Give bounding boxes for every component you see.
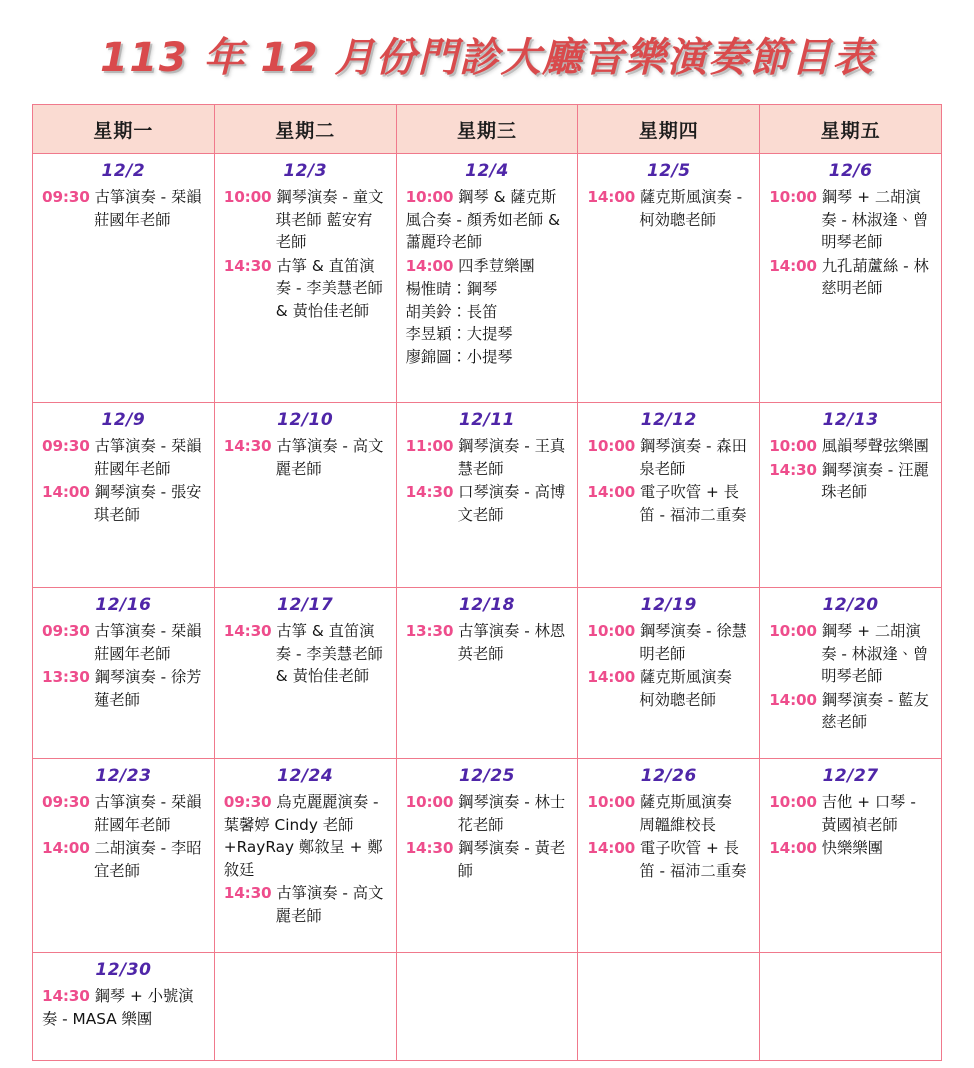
performance-entry — [406, 186, 569, 253]
performance-entry — [587, 435, 750, 480]
entry-time: 14:00 — [587, 839, 636, 858]
entry-description: 快樂樂團 — [816, 839, 883, 858]
day-cell-content — [397, 759, 578, 952]
day-date: 12/13 — [822, 410, 879, 430]
day-cell-content — [215, 759, 396, 952]
day-cell-content — [578, 759, 759, 952]
entry-time: 10:00 — [223, 188, 272, 207]
day-cell — [578, 759, 760, 953]
performance-entry — [406, 791, 569, 836]
entry-time: 14:30 — [223, 437, 272, 456]
day-cell — [578, 403, 760, 588]
day-cell — [760, 588, 942, 759]
performance-entry — [769, 255, 932, 300]
performance-entry — [42, 985, 205, 1030]
entry-time: 10:00 — [587, 437, 636, 456]
day-cell-content — [578, 953, 759, 1060]
performance-entry — [587, 186, 750, 231]
entry-description: 電子吹管 + 長笛 - 福沛二重奏 — [635, 839, 747, 880]
entry-time: 14:30 — [769, 460, 817, 479]
entry-description: 鋼琴 & 薩克斯風合奏 - 顏秀如老師 & 蕭麗玲老師 — [405, 188, 561, 252]
entry-time: 09:30 — [223, 793, 272, 812]
entry-description: 鋼琴演奏 - 藍友慈老師 — [816, 690, 929, 732]
entry-time: 13:30 — [405, 622, 454, 641]
day-cell — [214, 403, 396, 588]
performance-entry — [224, 791, 387, 881]
day-date: 12/16 — [95, 595, 152, 615]
page-title: 113 年 12 月份門診大廳音樂演奏節目表 — [100, 35, 874, 81]
day-cell — [214, 154, 396, 403]
ensemble-member: 李昱穎：大提琴 — [405, 325, 513, 344]
entry-description: 電子吹管 + 長笛 - 福沛二重奏 — [635, 483, 747, 524]
performance-entry — [587, 791, 750, 836]
week-row — [33, 759, 942, 953]
entry-description: 口琴演奏 - 高博文老師 — [453, 483, 566, 524]
day-date: 12/30 — [95, 960, 152, 980]
day-cell-content — [33, 759, 214, 952]
day-cell-content — [760, 953, 941, 1060]
schedule-table — [32, 104, 942, 1061]
performance-entry — [587, 666, 750, 711]
entry-description: 古箏演奏 - 高文麗老師 — [271, 884, 384, 925]
performance-entry — [42, 791, 205, 836]
day-cell-content — [215, 154, 396, 402]
day-cell-content — [760, 403, 941, 587]
table-body — [33, 154, 942, 1061]
performance-entry — [769, 689, 932, 734]
day-cell-content — [578, 403, 759, 587]
day-cell-content — [33, 403, 214, 587]
day-date: 12/24 — [277, 766, 334, 786]
day-cell-content — [578, 588, 759, 758]
performance-entry — [587, 837, 750, 882]
entry-time: 14:00 — [42, 483, 90, 502]
day-cell-content — [33, 154, 214, 402]
ensemble-member: 胡美鈴：長笛 — [405, 302, 498, 321]
entry-description: 薩克斯風演奏 周韞維校長 — [635, 793, 732, 834]
entry-description: 四季荳樂團 — [453, 256, 535, 275]
entry-description: 鋼琴 + 小號演奏 - MASA 樂團 — [42, 987, 194, 1028]
column-header-friday: 星期五 — [760, 105, 942, 154]
entry-description: 古箏演奏 - 林恩英老師 — [453, 622, 566, 663]
day-cell-content — [397, 154, 578, 402]
entry-time: 09:30 — [42, 622, 90, 641]
entry-time: 14:30 — [223, 256, 272, 275]
entry-time: 14:00 — [769, 256, 817, 275]
entry-time: 14:00 — [587, 668, 636, 687]
day-cell-content — [215, 588, 396, 758]
column-header-thursday: 星期四 — [578, 105, 760, 154]
empty-cell — [760, 953, 942, 1061]
week-row — [33, 953, 942, 1061]
entry-description: 古箏演奏 - 栞韻莊國年老師 — [89, 622, 202, 663]
performance-entry — [406, 255, 569, 277]
entry-time: 10:00 — [587, 622, 636, 641]
performance-entry — [224, 186, 387, 253]
entry-time: 09:30 — [42, 188, 90, 207]
day-cell-content — [215, 403, 396, 587]
entry-time: 14:30 — [42, 987, 90, 1006]
day-date: 12/25 — [458, 766, 515, 786]
day-date: 12/5 — [646, 161, 691, 181]
day-cell-content — [397, 403, 578, 587]
entry-time: 14:00 — [587, 483, 636, 502]
performance-entry — [224, 620, 387, 687]
day-cell — [33, 154, 215, 403]
entry-description: 吉他 + 口琴 - 黃國禎老師 — [816, 793, 916, 834]
performance-entry — [769, 435, 932, 457]
ensemble-member: 廖錦圖：小提琴 — [405, 347, 513, 366]
performance-entry — [769, 620, 932, 687]
entry-time: 11:00 — [405, 437, 454, 456]
performance-entry — [769, 186, 932, 253]
entry-description: 鋼琴演奏 - 張安琪老師 — [89, 483, 202, 524]
day-cell — [33, 588, 215, 759]
entry-description: 古箏演奏 - 栞韻莊國年老師 — [89, 437, 202, 478]
day-date: 12/26 — [640, 766, 697, 786]
day-cell-content — [215, 953, 396, 1060]
day-date: 12/20 — [822, 595, 879, 615]
day-date: 12/11 — [458, 410, 515, 430]
entry-time: 10:00 — [769, 622, 817, 641]
empty-cell — [578, 953, 760, 1061]
entry-description: 鋼琴演奏 - 童文琪老師 藍安宥老師 — [271, 188, 384, 252]
entry-description: 古箏 & 直笛演奏 - 李美慧老師 & 黃怡佳老師 — [271, 622, 383, 686]
day-date: 12/9 — [101, 410, 146, 430]
entry-time: 10:00 — [769, 188, 817, 207]
day-date: 12/10 — [277, 410, 334, 430]
entry-description: 鋼琴演奏 - 森田泉老師 — [635, 437, 747, 478]
entry-time: 14:00 — [769, 690, 817, 709]
day-date: 12/6 — [828, 161, 873, 181]
week-row — [33, 154, 942, 403]
performance-entry — [224, 882, 387, 927]
day-date: 12/2 — [101, 161, 146, 181]
entry-description: 九孔葫蘆絲 - 林慈明老師 — [816, 256, 929, 298]
performance-entry — [42, 666, 205, 711]
day-date: 12/27 — [822, 766, 879, 786]
entry-time: 10:00 — [405, 188, 454, 207]
entry-description: 烏克麗麗演奏 - 葉馨婷 Cindy 老師 +RayRay 鄭敘呈 + 鄭敘廷 — [223, 793, 383, 879]
entry-time: 14:00 — [587, 188, 636, 207]
performance-entry — [406, 620, 569, 665]
day-cell-content — [760, 154, 941, 402]
day-cell — [578, 588, 760, 759]
day-cell-content — [760, 588, 941, 758]
performance-entry — [406, 837, 569, 882]
day-date: 12/4 — [465, 161, 509, 181]
entry-time: 09:30 — [42, 793, 90, 812]
entry-time: 10:00 — [769, 793, 817, 812]
day-cell — [760, 403, 942, 588]
performance-entry — [769, 791, 932, 836]
performance-entry — [42, 620, 205, 665]
week-row — [33, 403, 942, 588]
day-date: 12/12 — [640, 410, 697, 430]
entry-time: 10:00 — [405, 793, 454, 812]
day-cell — [33, 953, 215, 1061]
day-date: 12/23 — [95, 766, 152, 786]
performance-entry — [769, 459, 932, 504]
column-header-monday: 星期一 — [33, 105, 215, 154]
day-cell-content — [760, 759, 941, 952]
performance-entry — [587, 481, 750, 526]
day-cell — [33, 759, 215, 953]
empty-cell — [214, 953, 396, 1061]
entry-description: 二胡演奏 - 李昭宜老師 — [89, 839, 202, 880]
day-cell — [214, 588, 396, 759]
entry-description: 鋼琴演奏 - 汪麗珠老師 — [816, 460, 929, 502]
entry-description: 鋼琴 + 二胡演奏 - 林淑逢、曾明琴老師 — [816, 622, 929, 686]
day-cell-content — [578, 154, 759, 402]
entry-description: 鋼琴演奏 - 林士花老師 — [453, 793, 566, 834]
entry-description: 薩克斯風演奏 - 柯効聰老師 — [635, 188, 743, 229]
ensemble-member: 楊惟晴：鋼琴 — [405, 280, 498, 299]
entry-time: 14:30 — [405, 483, 454, 502]
day-date: 12/19 — [640, 595, 697, 615]
page-title-container — [0, 0, 974, 93]
entry-time: 09:30 — [42, 437, 90, 456]
entry-time: 10:00 — [769, 437, 817, 456]
day-cell-content — [33, 953, 214, 1060]
entry-description: 薩克斯風演奏 柯効聰老師 — [635, 668, 732, 709]
entry-time: 13:30 — [42, 668, 90, 687]
entry-time: 14:30 — [223, 622, 272, 641]
day-date: 12/18 — [458, 595, 515, 615]
header-row — [33, 105, 942, 154]
performance-entry — [224, 435, 387, 480]
day-cell — [760, 759, 942, 953]
day-date: 12/17 — [277, 595, 334, 615]
day-cell-content — [33, 588, 214, 758]
entry-time: 14:00 — [769, 839, 817, 858]
entry-description: 古箏演奏 - 栞韻莊國年老師 — [89, 188, 202, 229]
performance-entry — [406, 481, 569, 526]
day-cell — [760, 154, 942, 403]
entry-description: 鋼琴 + 二胡演奏 - 林淑逢、曾明琴老師 — [816, 188, 929, 252]
entry-description: 古箏演奏 - 栞韻莊國年老師 — [89, 793, 202, 834]
entry-description: 風韻琴聲弦樂團 — [816, 437, 929, 456]
column-header-wednesday: 星期三 — [396, 105, 578, 154]
day-cell — [396, 588, 578, 759]
entry-description: 鋼琴演奏 - 王真慧老師 — [453, 437, 566, 478]
day-cell — [214, 759, 396, 953]
performance-entry — [42, 186, 205, 231]
entry-description: 古箏 & 直笛演奏 - 李美慧老師 & 黃怡佳老師 — [271, 256, 383, 320]
day-cell — [578, 154, 760, 403]
table-header — [33, 105, 942, 154]
day-cell — [396, 154, 578, 403]
performance-entry — [769, 837, 932, 859]
entry-description: 鋼琴演奏 - 黃老師 — [453, 839, 566, 880]
performance-entry — [42, 837, 205, 882]
entry-time: 14:30 — [405, 839, 454, 858]
entry-time: 10:00 — [587, 793, 636, 812]
day-cell — [33, 403, 215, 588]
day-date: 12/3 — [283, 161, 328, 181]
empty-cell — [396, 953, 578, 1061]
day-cell-content — [397, 953, 578, 1060]
entry-description: 鋼琴演奏 - 徐芳蓮老師 — [89, 668, 202, 709]
performance-entry — [42, 435, 205, 480]
entry-description: 古箏演奏 - 高文麗老師 — [271, 437, 384, 478]
entry-time: 14:00 — [42, 839, 90, 858]
day-cell-content — [397, 588, 578, 758]
performance-entry — [224, 255, 387, 322]
performance-entry — [587, 620, 750, 665]
entry-description: 鋼琴演奏 - 徐慧明老師 — [635, 622, 747, 663]
day-cell — [396, 403, 578, 588]
performance-entry — [406, 435, 569, 480]
column-header-tuesday: 星期二 — [214, 105, 396, 154]
performance-entry — [42, 481, 205, 526]
day-cell — [396, 759, 578, 953]
week-row — [33, 588, 942, 759]
entry-time: 14:30 — [223, 884, 272, 903]
entry-time: 14:00 — [405, 256, 454, 275]
